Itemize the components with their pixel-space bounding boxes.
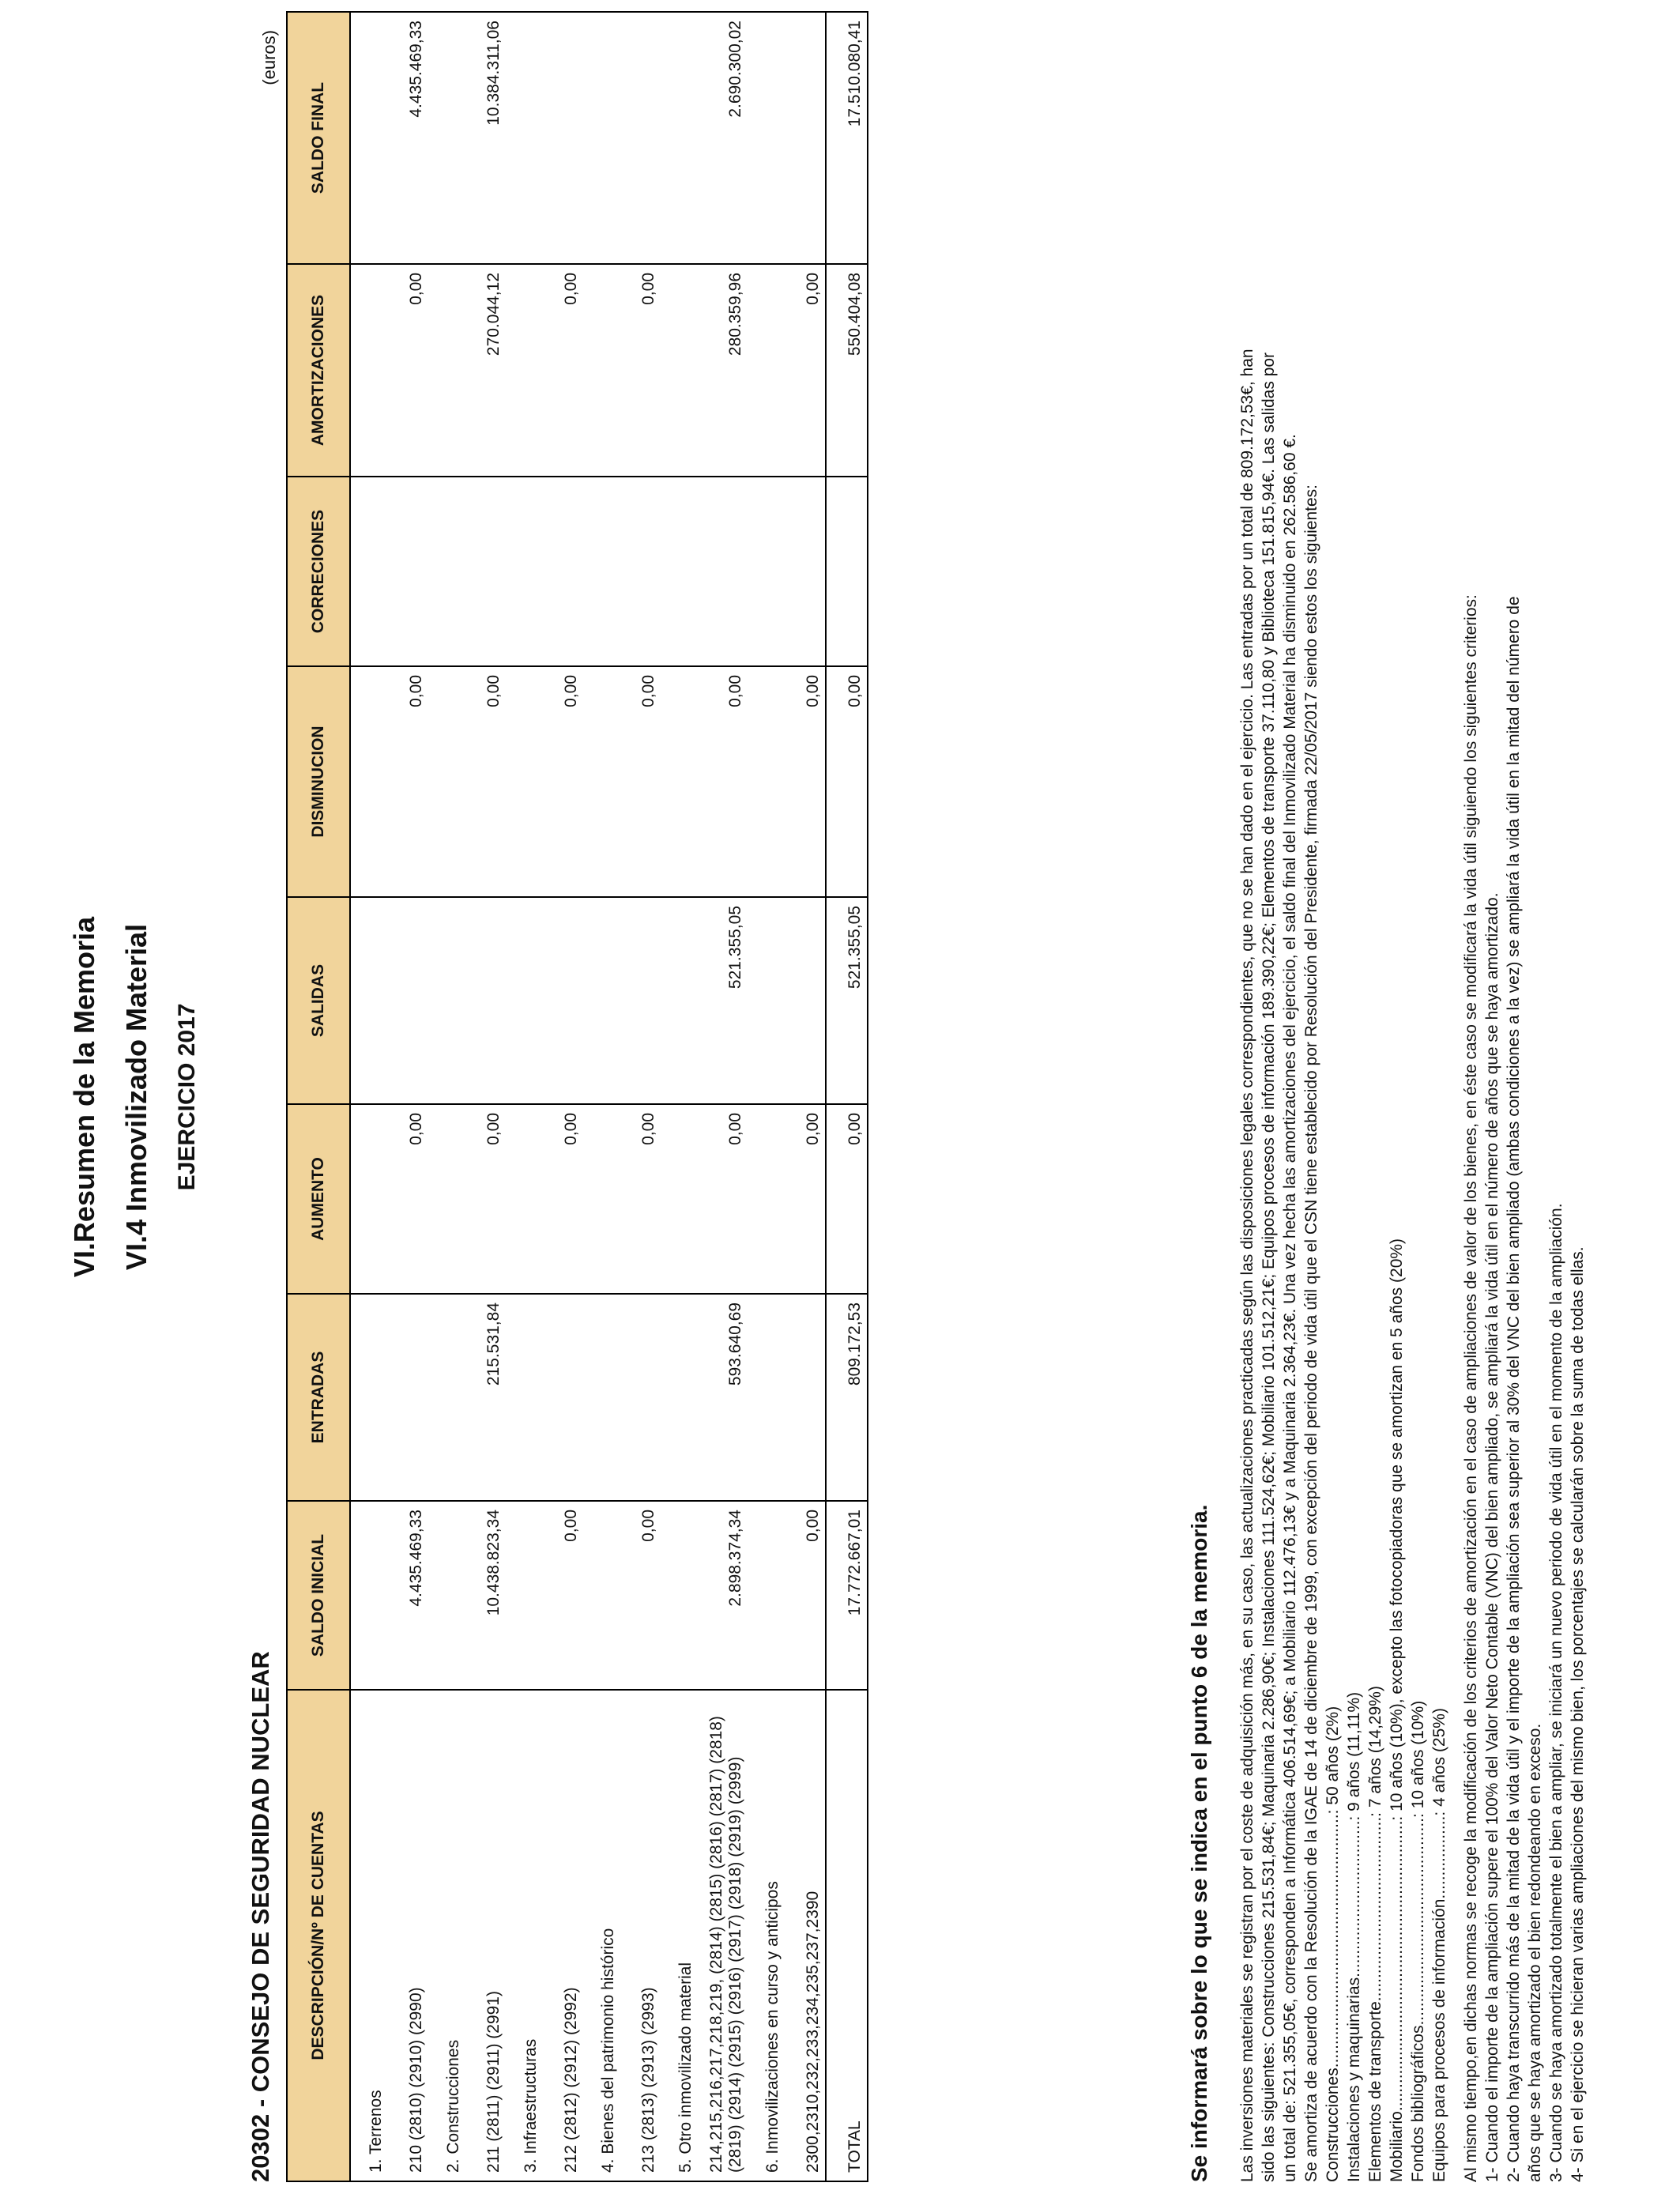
cell-saldo-final: [785, 12, 826, 264]
cell-description: 2300,2310,232,233,234,235,237,2390: [785, 1690, 826, 2181]
header-saldo-final: SALDO FINAL: [287, 12, 350, 264]
cell-correciones: [826, 477, 868, 666]
paragraph-line: Instalaciones y maquinarias..................................: 9 años (11,11%): [1345, 1691, 1363, 2182]
cell-entradas: [748, 1294, 785, 1501]
cell-salidas: [543, 897, 583, 1104]
cell-disminucion: 0,00: [698, 666, 748, 897]
cell-saldo-final: [543, 12, 583, 264]
cell-saldo-inicial: 0,00: [620, 1501, 661, 1690]
cell-aumento: [350, 1104, 388, 1294]
table-row: [661, 12, 698, 2181]
cell-saldo-final: 17.510.080,41: [826, 12, 868, 264]
cell-description-line: (2819) (2914) (2915) (2916) (2917) (2918) (2919) (2999): [726, 1756, 744, 2173]
cell-salidas: [428, 897, 465, 1104]
cell-amortizaciones: [748, 264, 785, 477]
cell-correciones: [698, 477, 748, 666]
header-salidas: SALIDAS: [287, 897, 350, 1104]
cell-disminucion: [428, 666, 465, 897]
cell-entradas: [661, 1294, 698, 1501]
cell-amortizaciones: [661, 264, 698, 477]
cell-correciones: [661, 477, 698, 666]
cell-correciones: [583, 477, 620, 666]
cell-amortizaciones: 0,00: [785, 264, 826, 477]
cell-amortizaciones: 0,00: [543, 264, 583, 477]
header-disminucion: DISMINUCION: [287, 666, 350, 897]
paragraph-line: Mobiliario...............................................................: 10 años (10%), excepto las fotocopiadoras que se amortizan en 5 años (20%): [1388, 1238, 1406, 2182]
cell-saldo-inicial: [428, 1501, 465, 1690]
table-row: [506, 12, 543, 2181]
cell-amortizaciones: 0,00: [620, 264, 661, 477]
cell-correciones: [350, 477, 388, 666]
cell-correciones: [785, 477, 826, 666]
paragraph-line: Construcciones.......................................................: 50 años (2%): [1324, 1706, 1342, 2182]
cell-amortizaciones: 550.404,08: [826, 264, 868, 477]
cell-salidas: [465, 897, 506, 1104]
paragraph-line: Fondos bibliográficos.............................................: 10 años (10%): [1409, 1700, 1427, 2182]
cell-aumento: 0,00: [465, 1104, 506, 1294]
report-title: VI.Resumen de la Memoria: [68, 916, 100, 1278]
cell-saldo-final: 4.435.469,33: [388, 12, 428, 264]
cell-disminucion: 0,00: [465, 666, 506, 897]
cell-description: [698, 1690, 748, 2181]
cell-entradas: 809.172,53: [826, 1294, 868, 1501]
table-total-row: [826, 12, 868, 2181]
table-row: [698, 12, 748, 2181]
cell-amortizaciones: [583, 264, 620, 477]
table-header-row: [287, 12, 350, 2181]
cell-disminucion: 0,00: [785, 666, 826, 897]
header-correciones: CORRECIONES: [287, 477, 350, 666]
paragraph-line: Equipos para procesos de información..................: 4 años (25%): [1430, 1708, 1448, 2182]
cell-description: 1. Terrenos: [350, 1690, 388, 2181]
cell-saldo-inicial: [661, 1501, 698, 1690]
cell-aumento: 0,00: [388, 1104, 428, 1294]
cell-saldo-inicial: 0,00: [543, 1501, 583, 1690]
cell-saldo-inicial: 10.438.823,34: [465, 1501, 506, 1690]
header-saldo-inicial: SALDO INICIAL: [287, 1501, 350, 1690]
paragraph-line: 3- Cuando se haya amortizado totalmente el bien a ampliar, se iniciará un nuevo periodo de vida útil en el momento de la ampliación.: [1547, 1203, 1565, 2182]
cell-salidas: [785, 897, 826, 1104]
cell-entradas: [785, 1294, 826, 1501]
fiscal-year-title: EJERCICIO 2017: [174, 1003, 200, 1191]
cell-entradas: [350, 1294, 388, 1501]
header-entradas: ENTRADAS: [287, 1294, 350, 1501]
cell-disminucion: [350, 666, 388, 897]
cell-correciones: [428, 477, 465, 666]
cell-aumento: [583, 1104, 620, 1294]
cell-entradas: 215.531,84: [465, 1294, 506, 1501]
cell-disminucion: 0,00: [543, 666, 583, 897]
cell-correciones: [748, 477, 785, 666]
cell-saldo-final: 2.690.300,02: [698, 12, 748, 264]
cell-amortizaciones: 0,00: [388, 264, 428, 477]
cell-aumento: 0,00: [698, 1104, 748, 1294]
currency-unit-label: (euros): [259, 30, 279, 85]
cell-description: 210 (2810) (2910) (2990): [388, 1690, 428, 2181]
header-description: DESCRIPCIÓN/Nº DE CUENTAS: [287, 1690, 350, 2181]
table-row: [620, 12, 661, 2181]
cell-aumento: [506, 1104, 543, 1294]
cell-description: 211 (2811) (2911) (2991): [465, 1690, 506, 2181]
cell-saldo-final: [350, 12, 388, 264]
cell-salidas: [350, 897, 388, 1104]
cell-correciones: [620, 477, 661, 666]
paragraph-line: un total de: 521.355,05€, corresponden a Informática 406.514,69€; a Mobiliario 112.476,13€ y a Maquinaria 2.364,23€. Una vez hecha las amortizaciones del ejercicio, el saldo final del Inmovilizado Material ha disminuido en 262.586,60 €.: [1281, 434, 1299, 2182]
cell-saldo-inicial: [350, 1501, 388, 1690]
cell-saldo-final: [583, 12, 620, 264]
cell-entradas: [428, 1294, 465, 1501]
cell-entradas: 593.640,69: [698, 1294, 748, 1501]
cell-entradas: [620, 1294, 661, 1501]
cell-saldo-inicial: [506, 1501, 543, 1690]
cell-disminucion: 0,00: [620, 666, 661, 897]
cell-aumento: [661, 1104, 698, 1294]
memory-note: Se informará sobre lo que se indica en el punto 6 de la memoria.: [1187, 1504, 1211, 2182]
cell-description: 213 (2813) (2913) (2993): [620, 1690, 661, 2181]
cell-aumento: 0,00: [785, 1104, 826, 1294]
cell-aumento: [748, 1104, 785, 1294]
paragraph-line: Elementos de transporte........................................: 7 años (14,29%): [1366, 1686, 1384, 2182]
cell-amortizaciones: 270.044,12: [465, 264, 506, 477]
cell-correciones: [506, 477, 543, 666]
cell-correciones: [388, 477, 428, 666]
cell-description-line: 214,215,216,217,218,219, (2814) (2815) (2816) (2817) (2818): [707, 1716, 725, 2173]
paragraph-line: años que se haya amortizado el bien redondeando en exceso.: [1526, 1723, 1544, 2182]
cell-salidas: 521.355,05: [826, 897, 868, 1104]
cell-salidas: [661, 897, 698, 1104]
cell-entradas: [543, 1294, 583, 1501]
cell-amortizaciones: [428, 264, 465, 477]
cell-entradas: [583, 1294, 620, 1501]
cell-aumento: 0,00: [543, 1104, 583, 1294]
cell-salidas: [620, 897, 661, 1104]
fixed-assets-table: [286, 11, 868, 2182]
cell-disminucion: 0,00: [826, 666, 868, 897]
cell-description: 5. Otro inmovilizado material: [661, 1690, 698, 2181]
cell-disminucion: 0,00: [388, 666, 428, 897]
organization-heading: 20302 - CONSEJO DE SEGURIDAD NUCLEAR: [247, 1651, 274, 2182]
table-row: [748, 12, 785, 2181]
paragraph-line: sido las siguientes: Construcciones 215.531,84€; Maquinaria 2.286,90€; Instalaciones 111.524,62€; Mobiliario 101.512,21€; Equipos procesos de información 189.390,22€; Elementos de transporte 37.110,80 y Biblioteca 151.815,94€. Las salidas por: [1260, 352, 1278, 2182]
header-aumento: AUMENTO: [287, 1104, 350, 1294]
cell-description: 3. Infraestructuras: [506, 1690, 543, 2181]
cell-description: 4. Bienes del patrimonio histórico: [583, 1690, 620, 2181]
cell-aumento: 0,00: [826, 1104, 868, 1294]
cell-saldo-inicial: 4.435.469,33: [388, 1501, 428, 1690]
cell-entradas: [506, 1294, 543, 1501]
cell-aumento: 0,00: [620, 1104, 661, 1294]
cell-saldo-final: [428, 12, 465, 264]
paragraph-line: 4- Si en el ejercicio se hicieran varias ampliaciones del mismo bien, los porcentajes se calcularán sobre la suma de todas ellas.: [1569, 1246, 1587, 2182]
cell-description: 6. Inmovilizaciones en curso y anticipos: [748, 1690, 785, 2181]
section-title: VI.4 Inmovilizado Material: [120, 923, 153, 1271]
paragraph-line: Las inversiones materiales se registran por el coste de adquisición más, en su caso, las actualizaciones practicadas según las disposiciones legales correspondientes, que no se han dado en el ejercicio. Las entradas por un total de 809.172,53€, han: [1238, 349, 1256, 2182]
cell-salidas: 521.355,05: [698, 897, 748, 1104]
cell-salidas: [506, 897, 543, 1104]
paragraph-line: 2- Cuando haya transcurrido más de la mitad de la vida útil y el importe de la ampliación sea superior al 30% del VNC del bien ampliado (ambas condiciones a la vez) se ampliará la vida útil en la mitad del número de: [1505, 596, 1523, 2182]
paragraph-line: Se amortiza de acuerdo con la Resolución de la IGAE de 14 de diciembre de 1999, con excepción del periodo de vida útil que el CSN tiene establecido por Resolución del Presidente, firmada 22/05/2017 siendo estos los siguientes:: [1302, 484, 1320, 2182]
cell-disminucion: [748, 666, 785, 897]
cell-disminucion: [506, 666, 543, 897]
table-row: [388, 12, 428, 2181]
cell-saldo-inicial: 0,00: [785, 1501, 826, 1690]
cell-saldo-final: [620, 12, 661, 264]
cell-amortizaciones: [350, 264, 388, 477]
cell-saldo-final: 10.384.311,06: [465, 12, 506, 264]
cell-entradas: [388, 1294, 428, 1501]
cell-description: 212 (2812) (2912) (2992): [543, 1690, 583, 2181]
cell-amortizaciones: 280.359,96: [698, 264, 748, 477]
cell-amortizaciones: [506, 264, 543, 477]
table-row: [543, 12, 583, 2181]
table-row: [465, 12, 506, 2181]
cell-aumento: [428, 1104, 465, 1294]
cell-saldo-final: [748, 12, 785, 264]
cell-description: 2. Construcciones: [428, 1690, 465, 2181]
criteria-paragraph: [1237, 13, 1450, 2182]
cell-saldo-inicial: 17.772.667,01: [826, 1501, 868, 1690]
paragraph-line: Al mismo tiempo,en dichas normas se recoge la modificación de los criterios de amortización en el caso de ampliaciones de valor de los bienes, en éste caso se modificará la vida útil siguiendo los siguientes criterios:: [1462, 594, 1480, 2182]
table-row: [428, 12, 465, 2181]
paragraph-line: 1- Cuando el importe de la ampliación supere el 100% del Valor Neto Contable (VNC) del bien ampliado, se ampliará la vida útil en el número de años que se haya amortizado.: [1483, 892, 1501, 2182]
cell-saldo-final: [661, 12, 698, 264]
header-amortizaciones: AMORTIZACIONES: [287, 264, 350, 477]
cell-disminucion: [583, 666, 620, 897]
cell-correciones: [465, 477, 506, 666]
amortization-rules-paragraph: [1460, 13, 1588, 2182]
table-row: [785, 12, 826, 2181]
cell-salidas: [583, 897, 620, 1104]
cell-saldo-inicial: [748, 1501, 785, 1690]
table-row: [583, 12, 620, 2181]
cell-saldo-final: [506, 12, 543, 264]
cell-disminucion: [661, 666, 698, 897]
cell-salidas: [388, 897, 428, 1104]
table-row: [350, 12, 388, 2181]
cell-description: TOTAL: [826, 1690, 868, 2181]
cell-correciones: [543, 477, 583, 666]
cell-saldo-inicial: [583, 1501, 620, 1690]
cell-saldo-inicial: 2.898.374,34: [698, 1501, 748, 1690]
cell-salidas: [748, 897, 785, 1104]
